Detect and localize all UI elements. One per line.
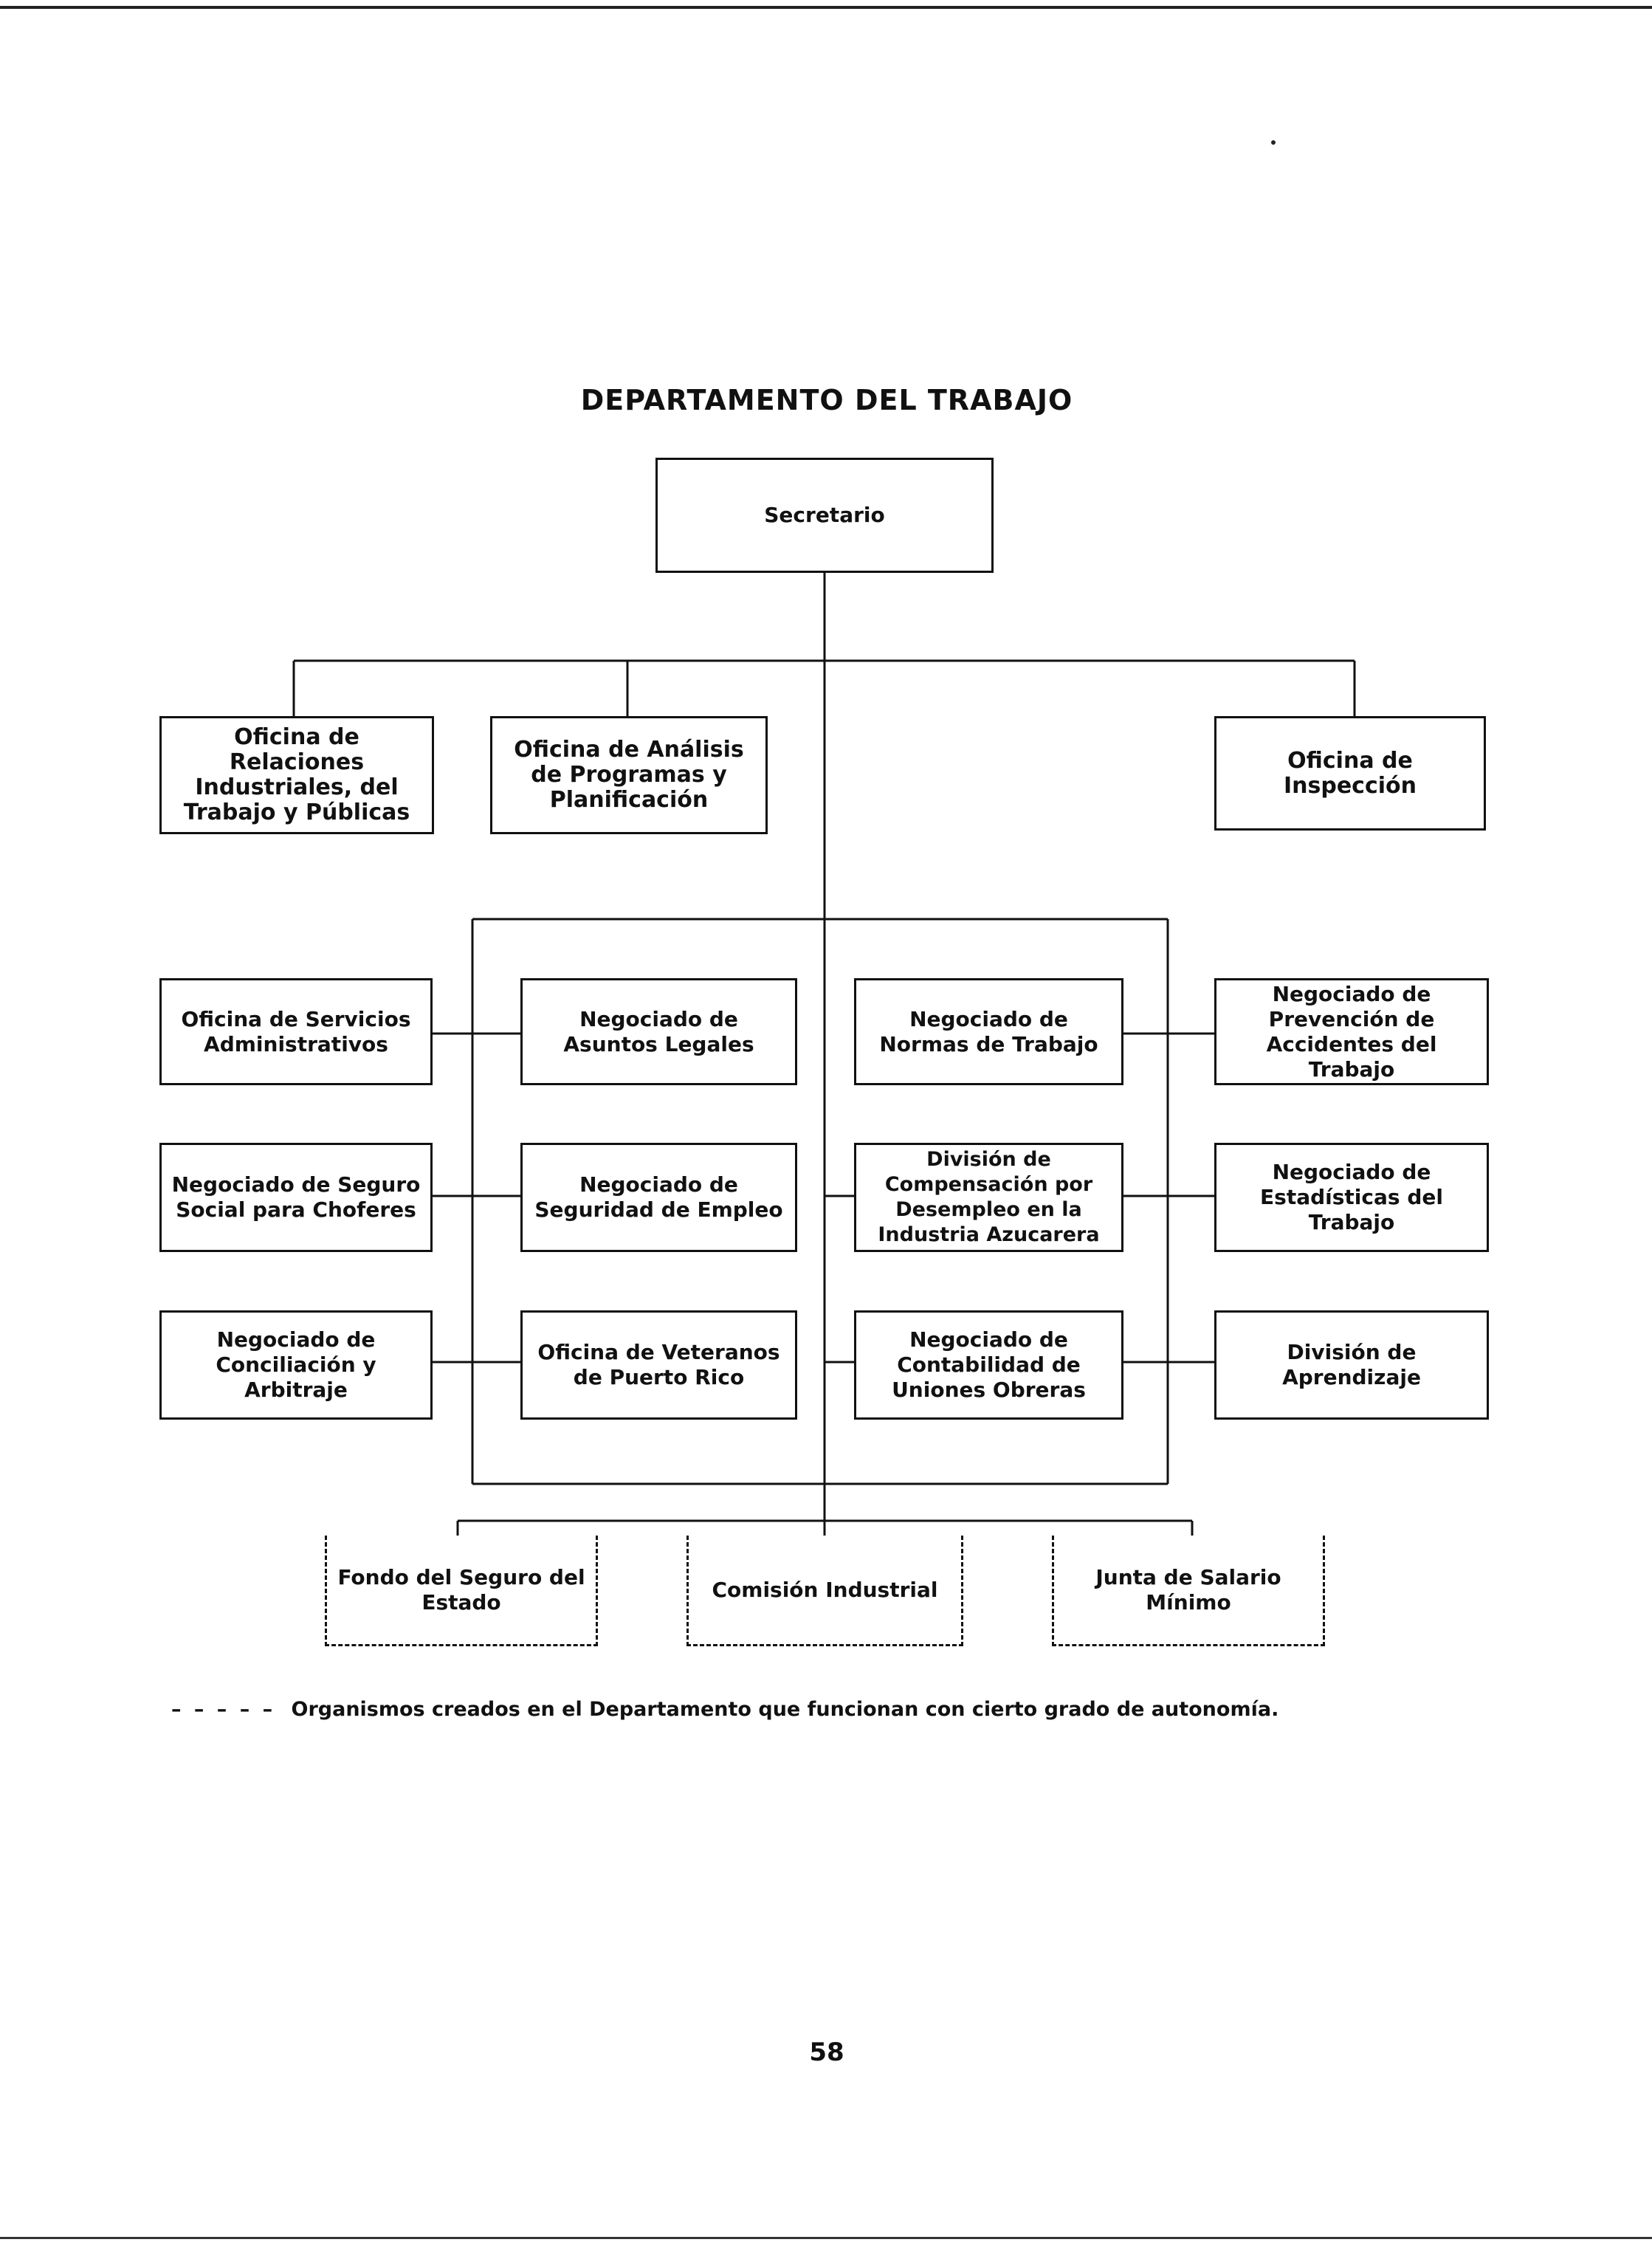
unit-box (1214, 1143, 1489, 1252)
unit-label: Negociado de Estadísticas del Trabajo (1260, 1160, 1443, 1234)
autonomous-box (1052, 1536, 1325, 1646)
unit-label: Negociado de Conciliación y Arbitraje (216, 1327, 376, 1402)
page-bottom-rule (0, 2237, 1652, 2239)
unit-box (854, 978, 1123, 1085)
staff-office-label: Oficina de Relaciones Industriales, del Trabajo y Públicas (183, 724, 410, 825)
unit-box (159, 978, 433, 1085)
unit-box (854, 1310, 1123, 1420)
chart-title: DEPARTAMENTO DEL TRABAJO (580, 384, 1073, 416)
legend-text: Organismos creados en el Departamento que funcionan con cierto grado de autonomía. (291, 1698, 1279, 1721)
unit-box (1214, 1310, 1489, 1420)
unit-label: Negociado de Prevención de Accidentes del Trabajo (1266, 981, 1437, 1082)
unit-label: Negociado de Normas de Trabajo (879, 1006, 1098, 1056)
autonomous-label: Junta de Salario Mínimo (1095, 1564, 1281, 1615)
unit-box (520, 1310, 797, 1420)
autonomous-box (325, 1536, 598, 1646)
unit-box (159, 1310, 433, 1420)
unit-label: Negociado de Seguridad de Empleo (534, 1172, 783, 1222)
unit-box (520, 1143, 797, 1252)
unit-box (854, 1143, 1123, 1252)
unit-label: División de Compensación por Desempleo en la Industria Azucarera (878, 1148, 1100, 1246)
unit-box (159, 1143, 433, 1252)
staff-office-box (1214, 716, 1486, 831)
staff-office-box (490, 716, 768, 834)
legend-dash-symbol: – – – – – (171, 1698, 276, 1721)
unit-label: Negociado de Asuntos Legales (563, 1006, 754, 1056)
autonomous-label: Comisión Industrial (712, 1577, 938, 1602)
unit-box (1214, 978, 1489, 1085)
unit-label: Oficina de Servicios Administrativos (181, 1006, 411, 1056)
staff-office-label: Oficina de Análisis de Programas y Planificación (514, 737, 744, 813)
unit-label: División de Aprendizaje (1282, 1340, 1421, 1389)
unit-box (520, 978, 797, 1085)
legend (171, 1698, 1500, 1721)
unit-label: Oficina de Veteranos de Puerto Rico (537, 1340, 780, 1389)
autonomous-box (686, 1536, 963, 1646)
unit-label: Negociado de Seguro Social para Choferes (171, 1172, 421, 1222)
unit-label: Negociado de Contabilidad de Uniones Obreras (892, 1327, 1086, 1402)
secretary-label: Secretario (764, 503, 885, 527)
secretary-box (655, 458, 994, 573)
page-number: 58 (809, 2038, 844, 2067)
autonomous-label: Fondo del Seguro del Estado (337, 1564, 585, 1615)
staff-office-label: Oficina de Inspección (1283, 747, 1417, 799)
staff-office-box (159, 716, 434, 834)
